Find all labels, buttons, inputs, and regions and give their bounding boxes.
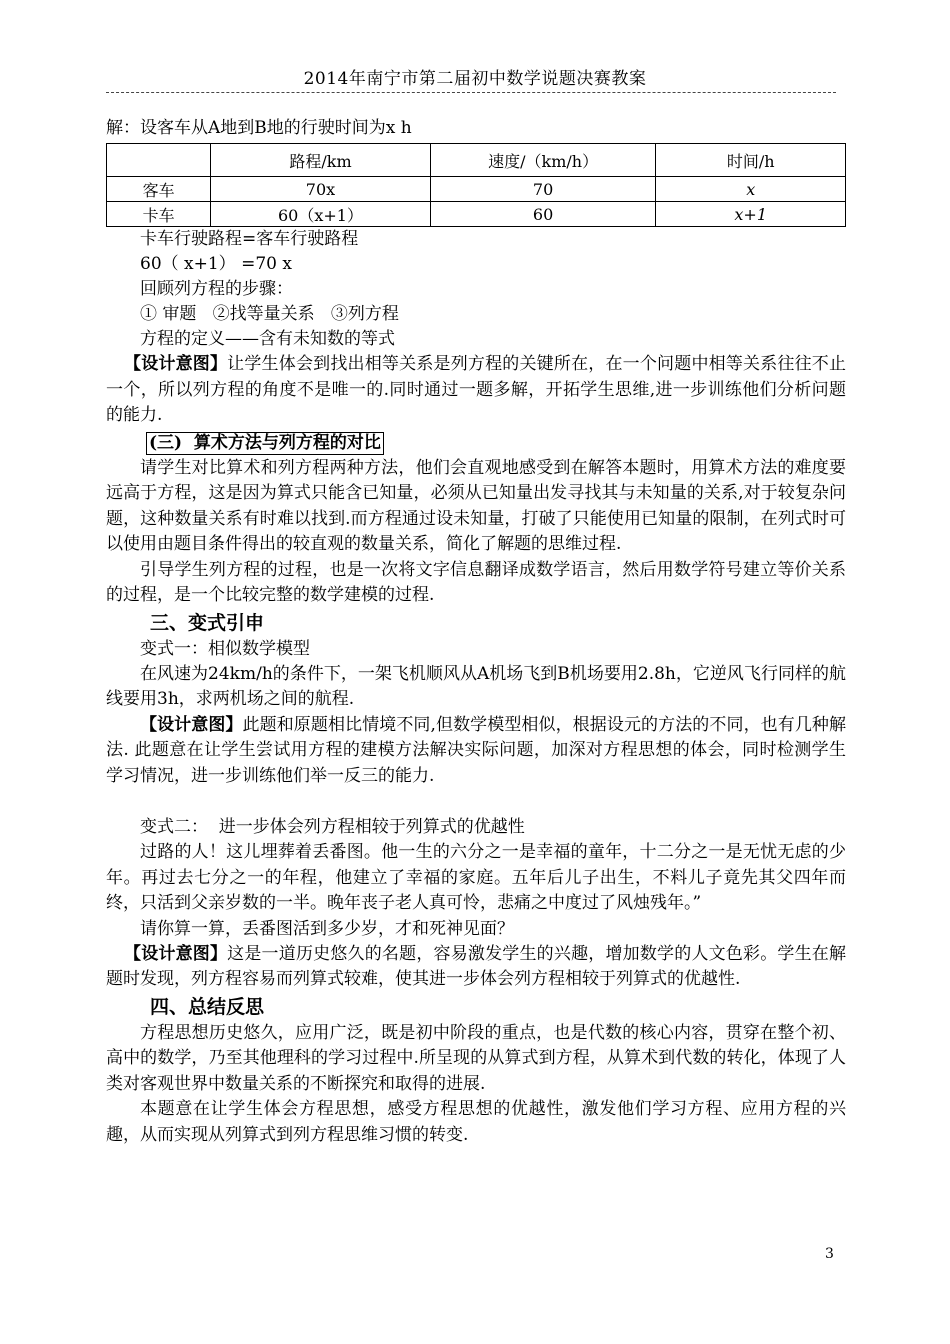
page-number: 3	[825, 1246, 834, 1262]
document-body	[106, 116, 846, 1148]
modeling-paragraph: 引导学生列方程的过程，也是一次将文字信息翻译成数学语言，然后用数学符号建立等价关系的过程，是一个比较完整的数学建模的过程.	[106, 559, 846, 605]
table-header-cell: 时间/h	[656, 144, 846, 177]
equation-definition: 方程的定义——含有未知数的等式	[140, 329, 395, 349]
design-intent-label: 【设计意图】	[124, 943, 228, 964]
variant-1-title: 变式一：相似数学模型	[140, 638, 310, 659]
page-header-title: 2014年南宁市第二届初中数学说题决赛教案	[303, 69, 647, 89]
table-cell: 60	[430, 202, 656, 227]
summary-paragraph: 本题意在让学生体会方程思想，感受方程思想的优越性，激发他们学习方程、应用方程的兴趣，从而实现从列算式到列方程思维习惯的转变.	[106, 1099, 846, 1145]
table-header-row	[107, 144, 846, 177]
design-intent-text: 让学生体会到找出相等关系是列方程的关键所在，在一个问题中相等关系往往不止一个，所以列方程的角度不是唯一的.同时通过一题多解，开拓学生思维,进一步训练他们分析问题的能力.	[106, 354, 846, 425]
section-title-summary: 四、总结反思	[150, 995, 265, 1018]
subsection-heading	[106, 431, 846, 456]
steps-title: 回顾列方程的步骤：	[140, 279, 293, 299]
table-row	[107, 202, 846, 227]
table-header-cell: 路程/km	[211, 144, 431, 177]
table-cell: 客车	[107, 177, 211, 202]
steps-list: ① 审题 ②找等量关系 ③列方程	[140, 304, 399, 324]
distance-speed-time-table	[106, 143, 846, 227]
variant-2-text: 过路的人！这儿埋葬着丢番图。他一生的六分之一是幸福的童年，十二分之一是无忧无虑的少年。再过去七分之一的年程，他建立了幸福的家庭。五年后儿子出生，不料儿子竟先其父四年而终，只活到父亲岁数的一半。晚年丧子老人真可怜，悲痛之中度过了风烛残年。”	[106, 842, 846, 913]
comparison-paragraph: 请学生对比算术和列方程两种方法，他们会直观地感受到在解答本题时，用算术方法的难度要远高于方程，这是因为算式只能含已知量，必须从已知量出发寻找其与未知量的关系,对于较复杂问题，这种数量关系有时难以找到.而方程通过设未知量，打破了只能使用已知量的限制，在列式时可以使用由题目条件得出的较直观的数量关系，简化了解题的思维过程.	[106, 457, 846, 554]
summary-paragraph: 方程思想历史悠久，应用广泛，既是初中阶段的重点，也是代数的核心内容，贯穿在整个初、高中的数学，乃至其他理科的学习过程中.所呈现的从算式到方程，从算术到代数的转化，体现了人类对客观世界中数量关系的不断探究和取得的进展.	[106, 1022, 846, 1094]
table-cell: 卡车	[107, 202, 211, 227]
spacer	[106, 789, 846, 815]
table-header-cell	[107, 144, 211, 177]
design-intent-text: 此题和原题相比情境不同,但数学模型相似，根据设元的方法的不同，也有几种解法. 此题意在让学生尝试用方程的建模方法解决实际问题，加深对方程思想的体会，同时检测学生学习情况，进一步训练他们举一反三的能力.	[106, 714, 847, 786]
table-cell: x	[656, 177, 846, 202]
solution-intro: 解：设客车从A地到B地的行驶时间为x h	[106, 118, 412, 138]
design-intent-paragraph	[106, 713, 846, 790]
table-header-cell: 速度/（km/h）	[430, 144, 656, 177]
design-intent-label: 【设计意图】	[140, 714, 243, 735]
design-intent-paragraph	[106, 942, 846, 993]
table-cell: x+1	[656, 202, 846, 227]
variant-2-question: 请你算一算，丢番图活到多少岁，才和死神见面？	[140, 918, 514, 939]
section-title-variants: 三、变式引申	[150, 611, 265, 634]
table-cell: 70	[430, 177, 656, 202]
header-divider	[106, 92, 836, 93]
equation: 60（ x+1） =70 x	[140, 254, 292, 274]
table-cell: 70x	[211, 177, 431, 202]
variant-1-text: 在风速为24km/h的条件下，一架飞机顺风从A机场飞到B机场要用2.8h，它逆风飞行同样的航线要用3h，求两机场之间的航程.	[106, 663, 846, 709]
table-row	[107, 177, 846, 202]
variant-2-title: 变式二： 进一步体会列方程相较于列算式的优越性	[140, 817, 525, 837]
design-intent-paragraph	[106, 352, 846, 429]
equation-relation: 卡车行驶路程=客车行驶路程	[140, 229, 359, 249]
table-cell: 60（x+1）	[211, 202, 431, 227]
design-intent-label: 【设计意图】	[124, 354, 228, 374]
design-intent-text: 这是一道历史悠久的名题，容易激发学生的兴趣，增加数学的人文色彩。学生在解题时发现，列方程容易而列算式较难，使其进一步体会列方程相较于列算式的优越性.	[106, 943, 846, 989]
subsection-title: (三) 算术方法与列方程的对比	[146, 432, 384, 455]
